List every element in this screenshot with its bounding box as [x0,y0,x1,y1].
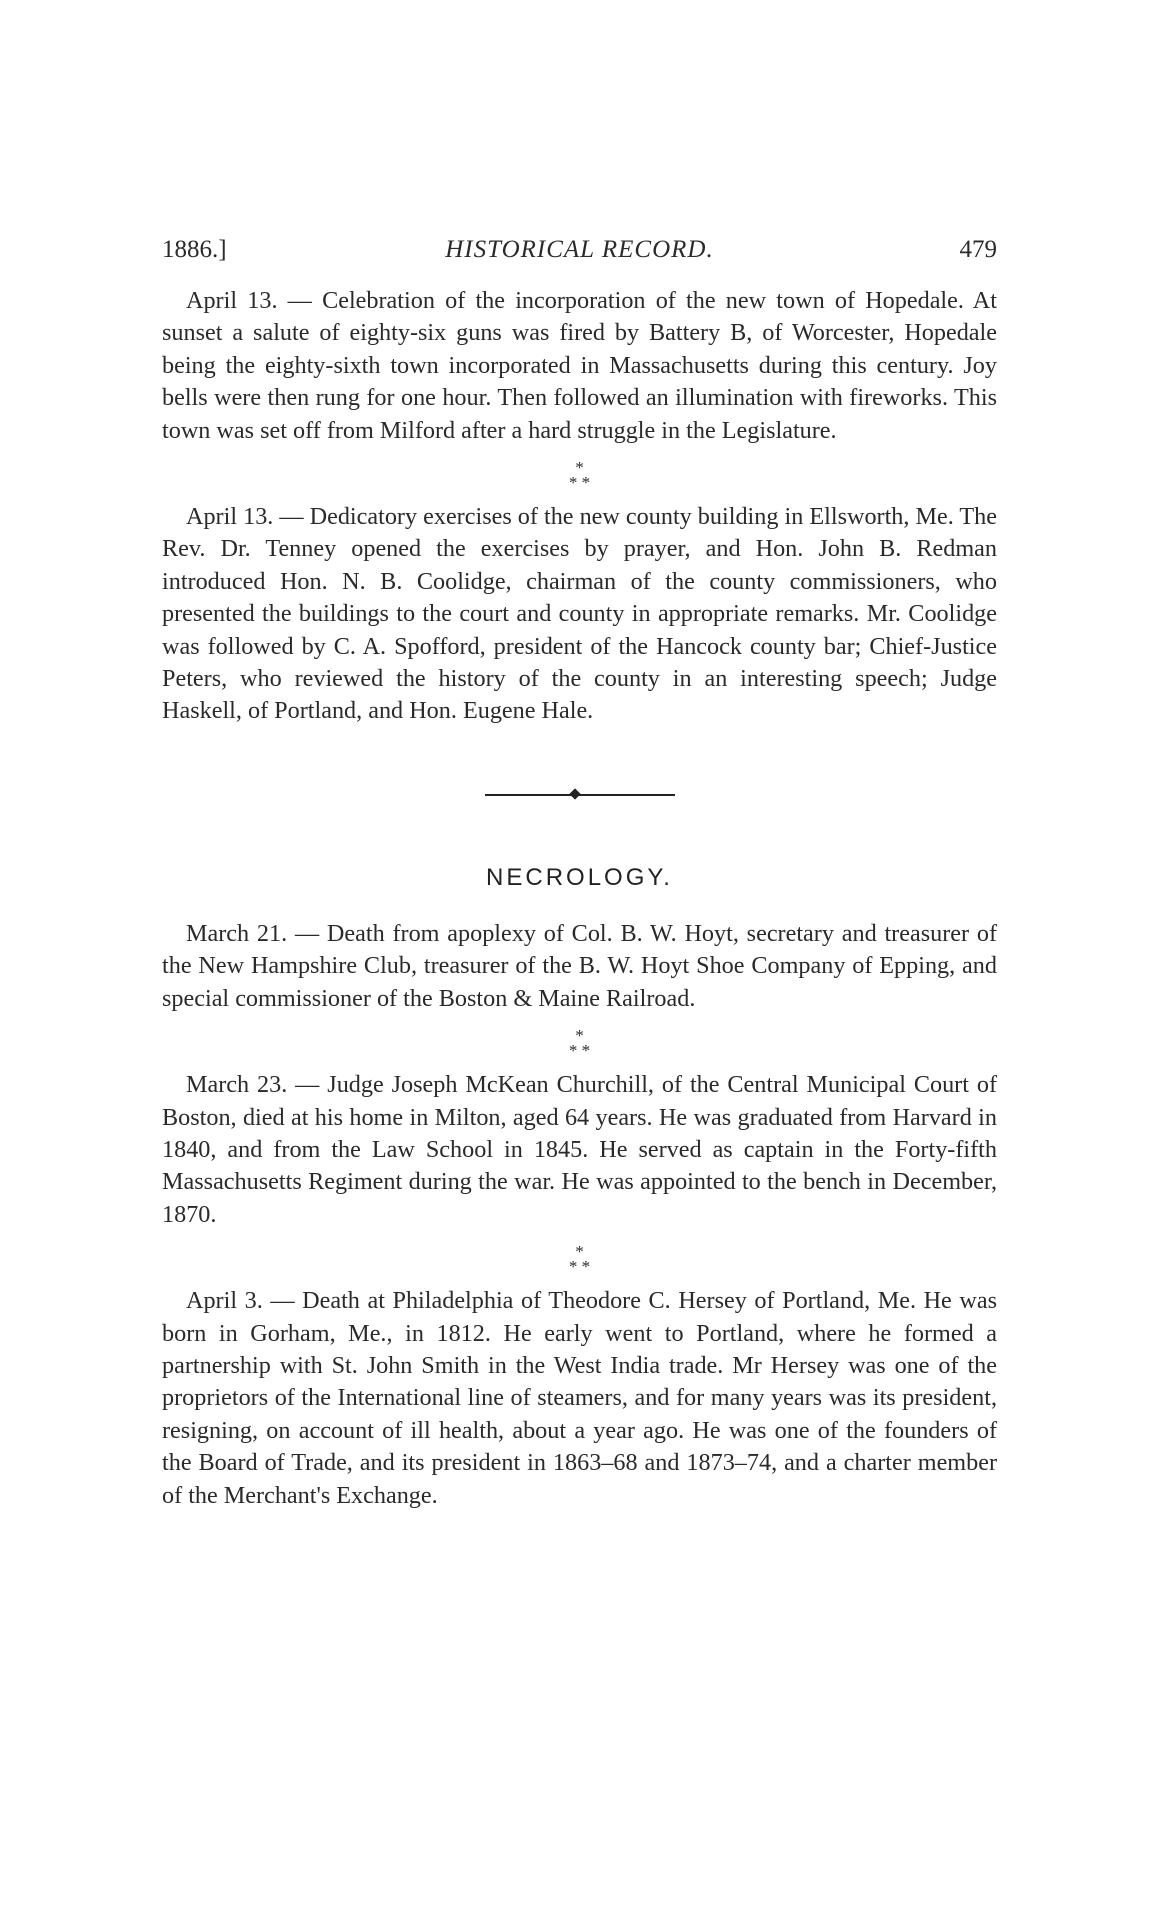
asterism-top: * [575,1026,584,1046]
asterism-divider [162,1242,997,1277]
running-head-title: HISTORICAL RECORD. [445,236,714,263]
section-title-necrology: NECROLOGY. [486,863,673,891]
running-head [162,228,997,268]
necrology-entry-hersey: April 3. — Death at Philadelphia of Theodore C. Hersey of Portland, Me. He was born in Gorham, Me., in 1812. He early went to Portland, where he formed a partnership with St. John Smith in the West India trade. Mr Hersey was one of the proprietors of the International line of steamers, and for many years was its president, resigning, on account of ill health, about a year ago. He was one of the founders of the Board of Trade, and its president in 1863–68 and 1873–74, and a charter member of the Merchant's Exchange. [162,1287,997,1509]
asterism-bottom: * * [568,1041,591,1061]
necrology-entry-churchill: March 23. — Judge Joseph McKean Churchill, of the Central Municipal Court of Boston, died at his home in Milton, aged 64 years. He was graduated from Harvard in 1840, and from the Law School in 1845. He served as captain in the Forty-fifth Massachusetts Regiment during the war. He was appointed to the bench in December, 1870. [162,1071,997,1228]
asterism-divider [162,458,997,493]
asterism-top: * [575,1242,584,1262]
section-rule [485,794,675,796]
asterism-top: * [575,458,584,478]
rule-diamond-ornament [569,788,580,799]
historical-entry-hopedale: April 13. — Celebration of the incorporation of the new town of Hopedale. At sunset a salute of eighty-six guns was fired by Battery B, of Worcester, Hopedale being the eighty-sixth town incorporated in Massachusetts during this century. Joy bells were then rung for one hour. Then followed an illumination with fireworks. This town was set off from Milford after a hard struggle in the Legislature. [162,287,997,444]
asterism-bottom: * * [568,1257,591,1277]
asterism-bottom: * * [568,473,591,493]
asterism-divider [162,1026,997,1061]
necrology-entry-hoyt: March 21. — Death from apoplexy of Col. B. W. Hoyt, secretary and treasurer of the New Hampshire Club, treasurer of the B. W. Hoyt Shoe Company of Epping, and special commissioner of the Boston & Maine Railroad. [162,919,997,1012]
page-number: 479 [959,236,997,263]
historical-entry-ellsworth: April 13. — Dedicatory exercises of the new county building in Ellsworth, Me. The Rev. Dr. Tenney opened the exercises by prayer, and Hon. John B. Redman introduced Hon. N. B. Coolidge, chairman of the county commissioners, who presented the buildings to the court and county in appropriate remarks. Mr. Coolidge was followed by C. A. Spofford, president of the Hancock county bar; Chief-Justice Peters, who reviewed the history of the county in an interesting speech; Judge Haskell, of Portland, and Hon. Eugene Hale. [162,503,998,725]
running-head-year: 1886.] [162,236,227,263]
page [162,228,997,1512]
